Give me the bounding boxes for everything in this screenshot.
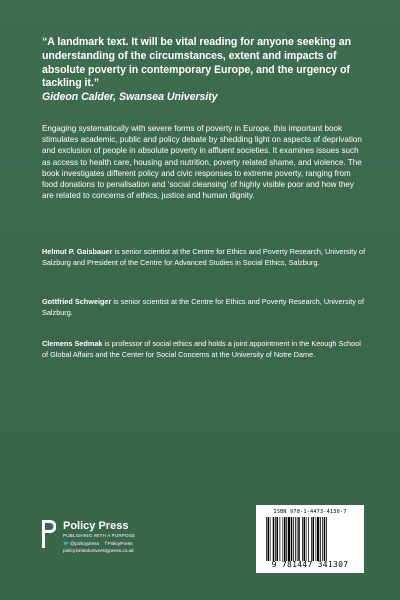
barcode-panel	[256, 505, 364, 573]
book-description: Engaging systematically with severe forms of poverty in Europe, this important book stimulates academic, public and policy debate by shedding light on aspects of deprivation and exclusion of people in absolute poverty in affluent societies. It examines issues such as access to health care, housing and nutrition, poverty related shame, and violence. The book investigates different policy and civic responses to extreme poverty, ranging from food donations to penalisation and ‘social cleansing’ of highly visible poor and how they are related to concerns of ethics, justice and human dignity.	[42, 124, 362, 201]
publisher-url: policy.bristoluniversitypress.co.uk	[63, 549, 134, 554]
author-bio	[42, 247, 366, 269]
barcode-icon	[264, 517, 356, 561]
endorsement-quote	[42, 36, 362, 105]
author-name: Gottfried Schweiger	[42, 297, 112, 306]
policy-press-logo-icon	[42, 520, 56, 548]
author-bio	[42, 297, 366, 319]
publisher-tagline: PUBLISHING WITH A PURPOSE	[63, 533, 136, 538]
ean-digits: 9 781447 341307	[271, 560, 349, 569]
quote-text: “A landmark text. It will be vital reading for anyone seeking an understanding of the circumstances, extent and impacts of absolute poverty in contemporary Europe, and the urgency of tackling it.”	[42, 36, 352, 90]
author-bio-text: is senior scientist at the Centre for Ethics and Poverty Research, University of Salzburg and President of the Centre for Advanced Studies in Social Ethics, Salzburg.	[42, 247, 366, 267]
author-bio	[42, 339, 366, 361]
author-name: Helmut P. Gaisbauer	[42, 247, 113, 256]
publisher-name: Policy Press	[63, 520, 129, 532]
author-name: Clemens Sedmak	[42, 339, 103, 348]
author-bio-text: is professor of social ethics and holds a joint appointment in the Keough School of Global Affairs and the Center for Social Concerns at the University of Notre Dame.	[42, 339, 361, 359]
quote-attribution: Gideon Calder, Swansea University	[42, 91, 218, 104]
publisher-block	[42, 520, 202, 580]
twitter-handle: 🐦@policypress	[63, 541, 100, 547]
facebook-handle: fPolicyPress	[105, 541, 133, 547]
author-bio-text: is senior scientist at the Centre for Ethics and Poverty Research, University of Salzburg.	[42, 297, 365, 317]
isbn-text: ISBN 978-1-4473-4130-7	[273, 509, 347, 515]
facebook-icon: f	[105, 541, 107, 547]
twitter-icon: 🐦	[63, 541, 70, 547]
publisher-social	[63, 541, 133, 547]
